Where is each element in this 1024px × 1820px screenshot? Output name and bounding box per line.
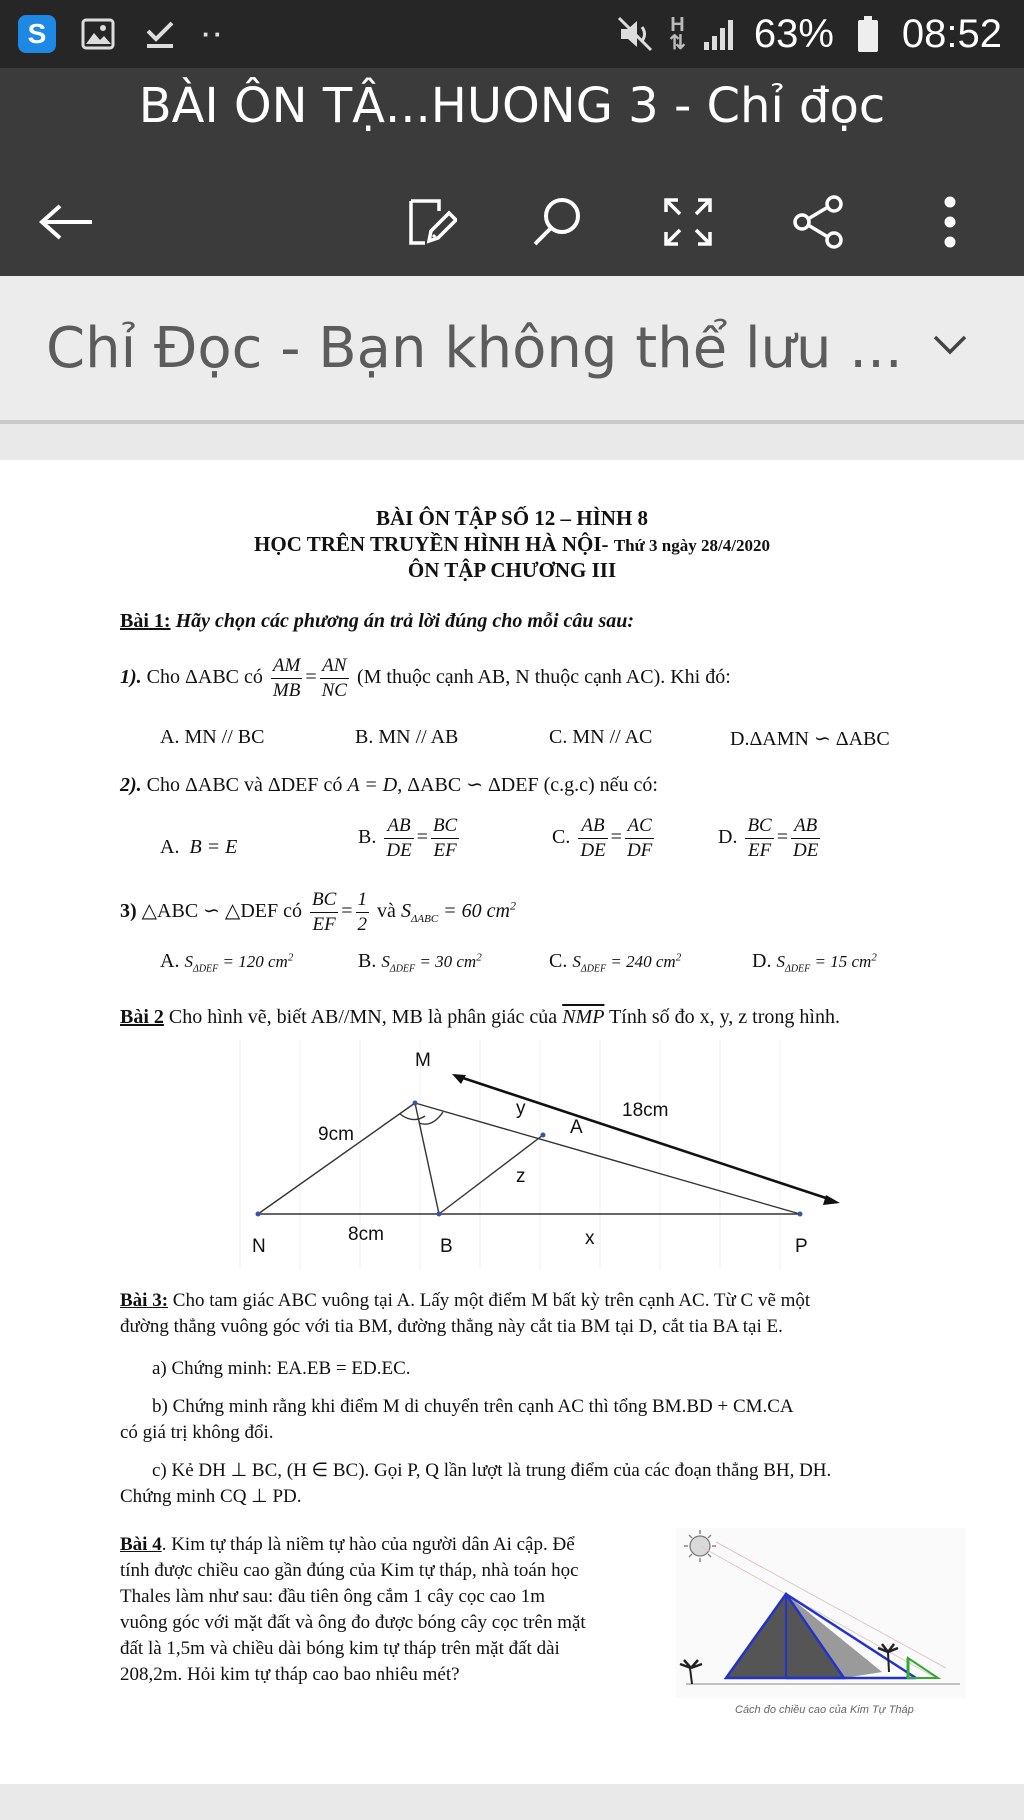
q1-option-b: B. MN // AB [355, 726, 459, 748]
q3-option-c [549, 950, 681, 974]
q1-pre: Cho ΔABC có [141, 666, 268, 689]
q2-d-frac1 [745, 814, 773, 863]
bai4-line3: Thales làm như sau: đầu tiên ông cắm 1 cây cọc cao 1m [120, 1586, 545, 1607]
q3-frac-num: BC [310, 888, 338, 913]
q3-opt-a-label: A. [160, 950, 180, 972]
point-P [798, 1212, 803, 1217]
label-x: x [585, 1228, 595, 1249]
bai4-line4: vuông góc với mặt đất và ông đo được bóng cây cọc trên mặt [120, 1612, 586, 1633]
mute-icon [615, 14, 655, 54]
label-M: M [415, 1050, 431, 1071]
q1-frac1-den: MB [272, 680, 301, 701]
q1-frac1 [271, 654, 302, 703]
q3-value [356, 888, 370, 937]
q3-area-s: S [400, 900, 411, 923]
q3-opt-b-sub: ΔDEF [389, 963, 416, 975]
bai1-heading [120, 610, 634, 633]
q2 [120, 772, 658, 797]
bai2-text-post: Tính số đo x, y, z trong hình. [604, 1006, 840, 1028]
bai2-heading [120, 1006, 840, 1029]
point-A [541, 1133, 546, 1138]
bai3-part-a: a) Chứng minh: EA.EB = ED.EC. [152, 1358, 411, 1379]
bai2-angle: $\overline{NMP}$ [562, 1006, 605, 1028]
q3-opt-a-val: = 120 cm [218, 952, 288, 971]
q2-d-n1: BC [745, 814, 773, 839]
point-M [413, 1101, 418, 1106]
q1-option-d: D.ΔAMN ∽ ΔABC [730, 728, 890, 750]
pyramid-illustration [676, 1528, 966, 1698]
gallery-icon [78, 14, 118, 54]
status-left [18, 14, 225, 54]
q3-opt-a-sub: ΔDEF [192, 963, 219, 975]
point-B [437, 1212, 442, 1217]
pyramid-caption: Cách đo chiều cao của Kim Tự Tháp [735, 1704, 914, 1716]
bai4-label: Bài 4 [120, 1534, 162, 1555]
q2-c-d1: DE [580, 840, 606, 861]
q1-eq: = [305, 666, 317, 689]
share-icon[interactable] [778, 182, 858, 262]
document-page[interactable] [0, 460, 1024, 1784]
q1-frac1-num: AM [271, 654, 302, 679]
q3-area [400, 898, 516, 926]
read-only-message: Chỉ Đọc - Bạn không thể lưu ... [46, 316, 903, 381]
q3-area-sub: ΔABC [410, 913, 439, 926]
q2-c-n2: AC [625, 814, 654, 839]
q3-opt-c-label: C. [549, 950, 568, 972]
q3-opt-a-sup: 2 [287, 951, 294, 964]
back-arrow-icon[interactable] [26, 182, 106, 262]
label-y: y [516, 1098, 526, 1119]
q1-frac2 [320, 654, 349, 703]
q2-b-frac2 [431, 814, 459, 863]
q3-option-b [358, 950, 482, 974]
fullscreen-icon[interactable] [648, 182, 728, 262]
q2-option-d: D. $\frac{BC}{EF}$ = $\frac{AB}{DE}$ [718, 815, 819, 861]
label-N: N [252, 1236, 266, 1257]
label-9cm: 9cm [318, 1124, 354, 1145]
q3-opt-d-val: = 15 cm [810, 952, 872, 971]
q2-opt-a-label: A. [160, 836, 180, 858]
edit-icon[interactable] [390, 182, 470, 262]
label-A: A [570, 1117, 583, 1138]
bai3-text1: Cho tam giác ABC vuông tại A. Lấy một điểm M bất kỳ trên cạnh AC. Từ C vẽ một [168, 1290, 811, 1311]
q2-cond: A = D [347, 774, 398, 796]
line-NM [258, 1103, 415, 1214]
line-BA [439, 1135, 543, 1214]
network-type: H ⇅ [669, 14, 686, 54]
label-8cm: 8cm [348, 1224, 384, 1245]
q3-opt-a-value: $S_{\Delta DEF} = 120$ $cm^2$ [184, 951, 294, 975]
q1-post: (M thuộc cạnh AB, N thuộc cạnh AC). Khi đó: [351, 666, 731, 689]
q2-c-d2: DF [626, 840, 653, 861]
q2-b-d2: EF [433, 840, 457, 861]
label-18cm: 18cm [622, 1100, 669, 1121]
q2-opt-a-value: B = E [189, 836, 238, 858]
q3-opt-c-val: = 240 cm [606, 952, 676, 971]
angle-mark-1 [400, 1114, 425, 1120]
toolbar [0, 168, 1024, 278]
q3-pre: △ABC ∽ △DEF có [136, 900, 307, 923]
q3-opt-c-value: $S_{\Delta DEF} = 240$ $cm^2$ [572, 951, 682, 975]
clock: 08:52 [901, 11, 1002, 56]
q2-b-d1: DE [386, 840, 412, 861]
q2-opt-b-label: B. [358, 826, 377, 849]
q2-d-n2: AB [791, 814, 820, 839]
line-MP [415, 1103, 800, 1214]
q3-opt-d-sub: ΔDEF [784, 963, 811, 975]
bai4-line1 [120, 1532, 575, 1558]
q2-opt-d-label: D. [718, 826, 738, 849]
q2-b-n2: BC [431, 814, 459, 839]
q3-area-val: = 60 cm [438, 900, 510, 923]
bai4-line2: tính được chiều cao gần đúng của Kim tự tháp, nhà toán học [120, 1560, 579, 1581]
q1-option-c: C. MN // AC [549, 726, 653, 748]
q1-frac2-den: NC [321, 680, 347, 701]
bai1-label: Bài 1: [120, 610, 171, 632]
q3-option-d [752, 950, 877, 974]
q2-opt-c-label: C. [552, 826, 571, 849]
q3 [120, 888, 516, 937]
read-only-banner[interactable] [0, 276, 1024, 424]
bai4-line6: 208,2m. Hỏi kim tự tháp cao bao nhiêu mét? [120, 1664, 460, 1685]
q1-num: 1). [120, 666, 142, 689]
q1 [120, 654, 731, 703]
q2-c-n1: AB [578, 814, 607, 839]
q3-opt-b-sup: 2 [476, 951, 482, 964]
battery-percent: 63% [753, 11, 834, 56]
status-right [615, 8, 1002, 60]
q2-post: , ΔABC ∽ ΔDEF (c.g.c) nếu có: [397, 774, 658, 796]
bai4-line5: đất là 1,5m và chiều dài bóng kim tự tháp trên mặt đất dài [120, 1638, 560, 1659]
q1-option-a: A. MN // BC [160, 726, 265, 748]
q1-frac2-num: AN [320, 654, 349, 679]
label-B: B [440, 1236, 453, 1257]
bai3-part-b2: có giá trị không đổi. [120, 1422, 274, 1443]
bai1-instruction: Hãy chọn các phương án trả lời đúng cho mỗi câu sau: [170, 610, 635, 632]
q2-option-a [160, 836, 237, 859]
q2-b-frac1 [384, 814, 413, 863]
q3-opt-b-value: $S_{\Delta DEF} = 30$ $cm^2$ [381, 951, 482, 975]
status-bar [0, 0, 1024, 68]
bai3-part-c1: c) Kẻ DH ⊥ BC, (H ∈ BC). Gọi P, Q lần lượt là trung điểm của các đoạn thẳng BH, DH. [152, 1460, 832, 1481]
label-z: z [516, 1166, 526, 1187]
q2-b-n1: AB [384, 814, 413, 839]
q2-option-b: B. $\frac{AB}{DE}$ = $\frac{BC}{EF}$ [358, 815, 458, 861]
bai3-label: Bài 3: [120, 1290, 169, 1311]
download-done-icon [140, 14, 180, 54]
bai3-part-b1: b) Chứng minh rằng khi điểm M di chuyển trên cạnh AC thì tổng BM.BD + CM.CA [152, 1396, 794, 1417]
bai3-part-c2: Chứng minh CQ ⊥ PD. [120, 1486, 302, 1507]
q3-opt-c-sub: ΔDEF [580, 963, 607, 975]
doc-header-line3: ÔN TẬP CHƯƠNG III [407, 558, 617, 582]
q3-opt-d-sup: 2 [871, 951, 877, 964]
doc-header-date: Thứ 3 ngày 28/4/2020 [613, 536, 770, 555]
q3-opt-d-label: D. [752, 950, 772, 972]
doc-header-line2-text: HỌC TRÊN TRUYỀN HÌNH HÀ NỘI- [254, 532, 614, 556]
q2-num: 2). [120, 774, 142, 796]
bai3-line1 [120, 1288, 810, 1314]
q3-value-num: 1 [356, 888, 370, 913]
q2-d-frac2 [791, 814, 820, 863]
q3-value-den: 2 [357, 914, 368, 935]
search-icon[interactable] [517, 182, 597, 262]
app-bar [0, 68, 1024, 276]
battery-icon [848, 14, 888, 54]
signal-icon [700, 14, 740, 54]
bai2-text-pre: Cho hình vẽ, biết AB//MN, MB là phân giác của [163, 1006, 563, 1028]
q2-c-frac2 [625, 814, 654, 863]
q2-option-c: C. $\frac{AB}{DE}$ = $\frac{AC}{DF}$ [552, 815, 653, 861]
point-N [256, 1212, 261, 1217]
doc-header-line2 [0, 532, 1024, 557]
bai2-figure [220, 1040, 860, 1270]
q3-opt-c-sup: 2 [675, 951, 682, 964]
bai2-label: Bài 2 [120, 1006, 164, 1028]
network-type-label: H [670, 14, 685, 36]
document-title: BÀI ÔN TẬ...HUONG 3 - Chỉ đọc [138, 78, 886, 134]
bai3-line2: đường thẳng vuông góc với tia BM, đường thẳng này cắt tia BM tại D, cắt tia BA tại E. [120, 1316, 783, 1337]
q3-opt-b-val: = 30 cm [415, 952, 477, 971]
more-vert-icon[interactable] [910, 182, 990, 262]
q2-c-frac1 [578, 814, 607, 863]
doc-header-line1: BÀI ÔN TẬP SỐ 12 – HÌNH 8 [375, 506, 649, 530]
bai4-text1: . Kim tự tháp là niềm tự hào của người dân Ai cập. Để [161, 1534, 575, 1555]
q3-frac-den: EF [312, 914, 336, 935]
q2-text: Cho ΔABC và ΔDEF có [141, 774, 348, 796]
q2-d-d2: DE [793, 840, 819, 861]
q3-opt-d-value: $S_{\Delta DEF} = 15$ $cm^2$ [776, 951, 877, 975]
q3-area-sup: 2 [510, 898, 516, 913]
q3-frac [310, 888, 338, 937]
q3-opt-b-label: B. [358, 950, 377, 972]
skype-icon: S [18, 15, 56, 53]
q3-option-a [160, 950, 293, 974]
q3-num: 3) [120, 900, 137, 923]
chevron-down-icon[interactable] [932, 334, 968, 361]
label-P: P [795, 1236, 808, 1257]
q3-eq: = [341, 900, 353, 923]
more-notifications: ·· [202, 18, 226, 49]
q3-and: và [372, 900, 401, 923]
q2-d-d1: EF [747, 840, 772, 861]
